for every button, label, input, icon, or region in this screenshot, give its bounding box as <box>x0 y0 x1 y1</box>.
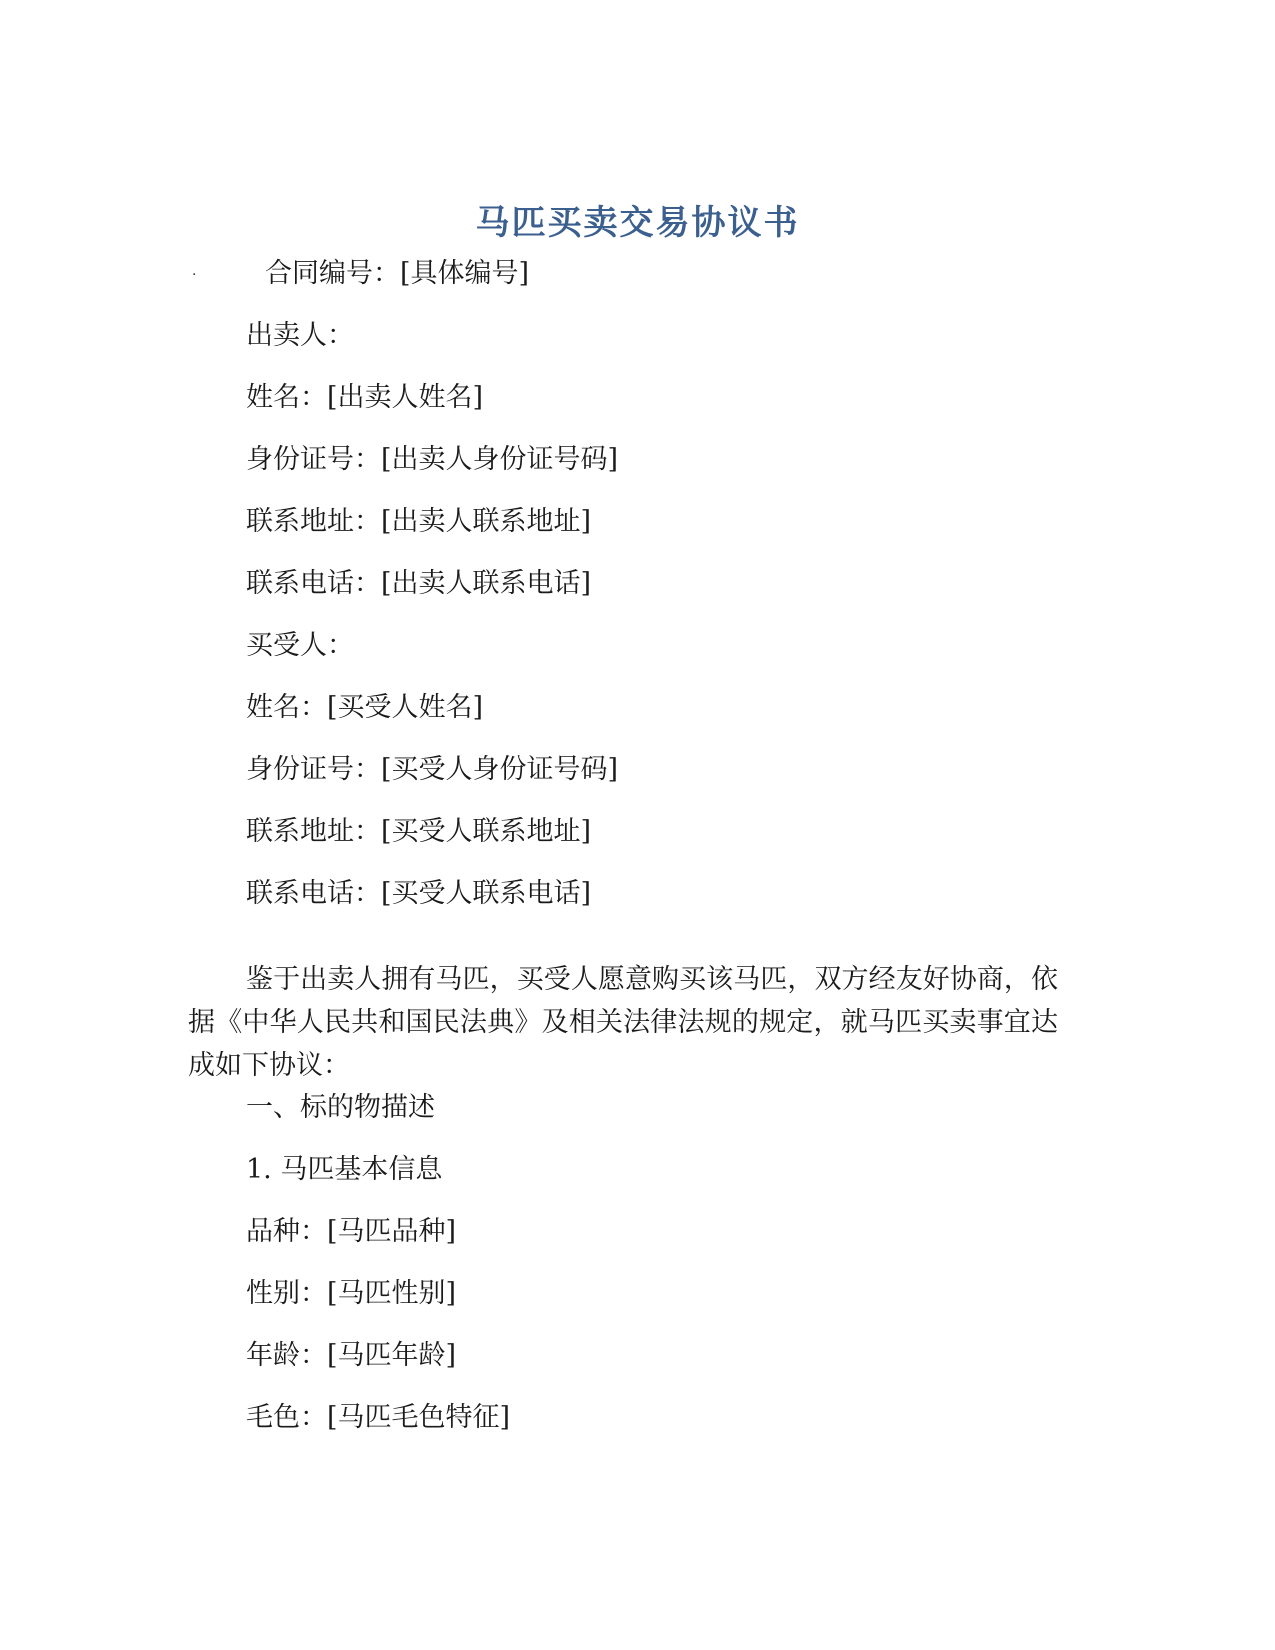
horse-sex: 性别：[马匹性别] <box>246 1278 457 1309</box>
buyer-heading: 买受人： <box>246 630 354 661</box>
contract-number: 合同编号：[具体编号] <box>265 258 530 289</box>
horse-breed: 品种：[马匹品种] <box>246 1216 457 1247</box>
section1-sub1: 1. 马匹基本信息 <box>246 1154 443 1185</box>
buyer-address: 联系地址：[买受人联系地址] <box>246 816 592 847</box>
buyer-name: 姓名：[买受人姓名] <box>246 692 484 723</box>
seller-address: 联系地址：[出卖人联系地址] <box>246 506 592 537</box>
seller-phone: 联系电话：[出卖人联系电话] <box>246 568 592 599</box>
preamble-paragraph: 鉴于出卖人拥有马匹，买受人愿意购买该马匹，双方经友好协商，依据《中华人民共和国民法典》及相关法律法规的规定，就马匹买卖事宜达成如下协议： <box>188 964 1058 1081</box>
seller-name: 姓名：[出卖人姓名] <box>246 382 484 413</box>
horse-age: 年龄：[马匹年龄] <box>246 1340 457 1371</box>
buyer-phone: 联系电话：[买受人联系电话] <box>246 878 592 909</box>
document-title: 马匹买卖交易协议书 <box>475 203 800 243</box>
seller-id: 身份证号：[出卖人身份证号码] <box>246 444 619 475</box>
seller-heading: 出卖人： <box>246 320 354 351</box>
bullet-dot: · <box>192 267 197 283</box>
buyer-id: 身份证号：[买受人身份证号码] <box>246 754 619 785</box>
section1-heading: 一、标的物描述 <box>246 1092 435 1123</box>
horse-coat: 毛色：[马匹毛色特征] <box>246 1402 511 1433</box>
